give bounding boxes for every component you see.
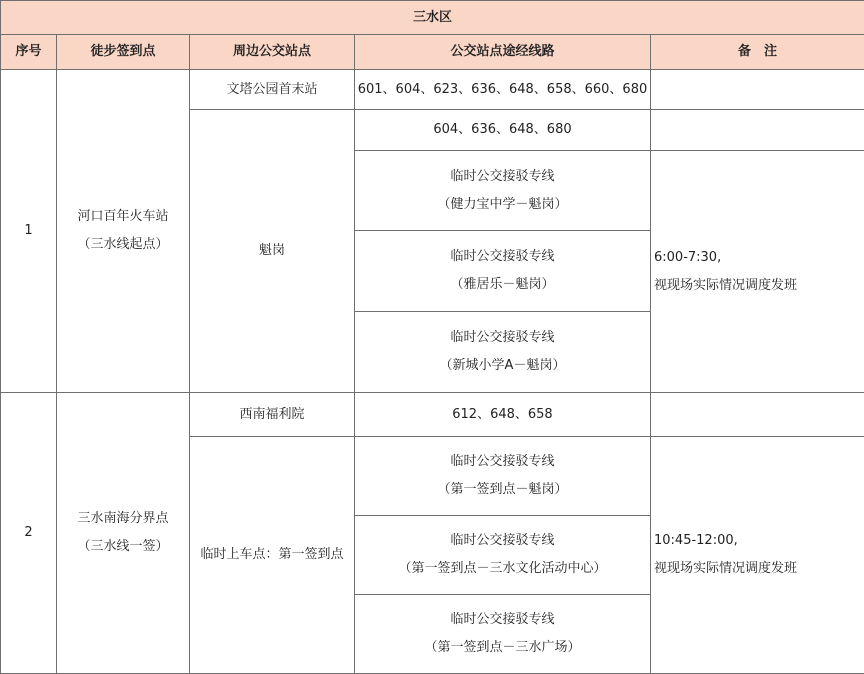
bus-stop: 文塔公园首末站 [190,70,355,110]
table-row [1,70,864,110]
route-cell: 临时公交接驳专线 （雅居乐－魁岗） [355,231,651,312]
header-checkin: 徒步签到点 [57,35,190,70]
route-cell: 临时公交接驳专线 （第一签到点－魁岗） [355,437,651,516]
table-row [1,393,864,437]
note-cell [651,393,864,437]
bus-stop: 西南福利院 [190,393,355,437]
note-cell [651,110,864,151]
route-cell: 601、604、623、636、648、658、660、680 [355,70,651,110]
route-cell: 临时公交接驳专线 （第一签到点－三水广场） [355,595,651,674]
bus-stop: 临时上车点：第一签到点 [190,437,355,674]
route-cell: 604、636、648、680 [355,110,651,151]
schedule-note: 10:45-12:00, 视现场实际情况调度发班 [651,437,864,674]
route-cell: 612、648、658 [355,393,651,437]
row-number: 2 [1,393,57,674]
route-cell: 临时公交接驳专线 （健力宝中学－魁岗） [355,151,651,231]
checkin-point: 河口百年火车站 （三水线起点） [57,70,190,393]
header-routes: 公交站点途经线路 [355,35,651,70]
header-no: 序号 [1,35,57,70]
checkin-point: 三水南海分界点 （三水线一签） [57,393,190,674]
route-cell: 临时公交接驳专线 （新城小学A－魁岗） [355,312,651,393]
note-cell [651,70,864,110]
table-title: 三水区 [1,1,864,35]
header-note: 备 注 [651,35,864,70]
route-cell: 临时公交接驳专线 （第一签到点－三水文化活动中心） [355,516,651,595]
bus-stop: 魁岗 [190,110,355,393]
header-stops: 周边公交站点 [190,35,355,70]
schedule-note: 6:00-7:30, 视现场实际情况调度发班 [651,151,864,393]
row-number: 1 [1,70,57,393]
